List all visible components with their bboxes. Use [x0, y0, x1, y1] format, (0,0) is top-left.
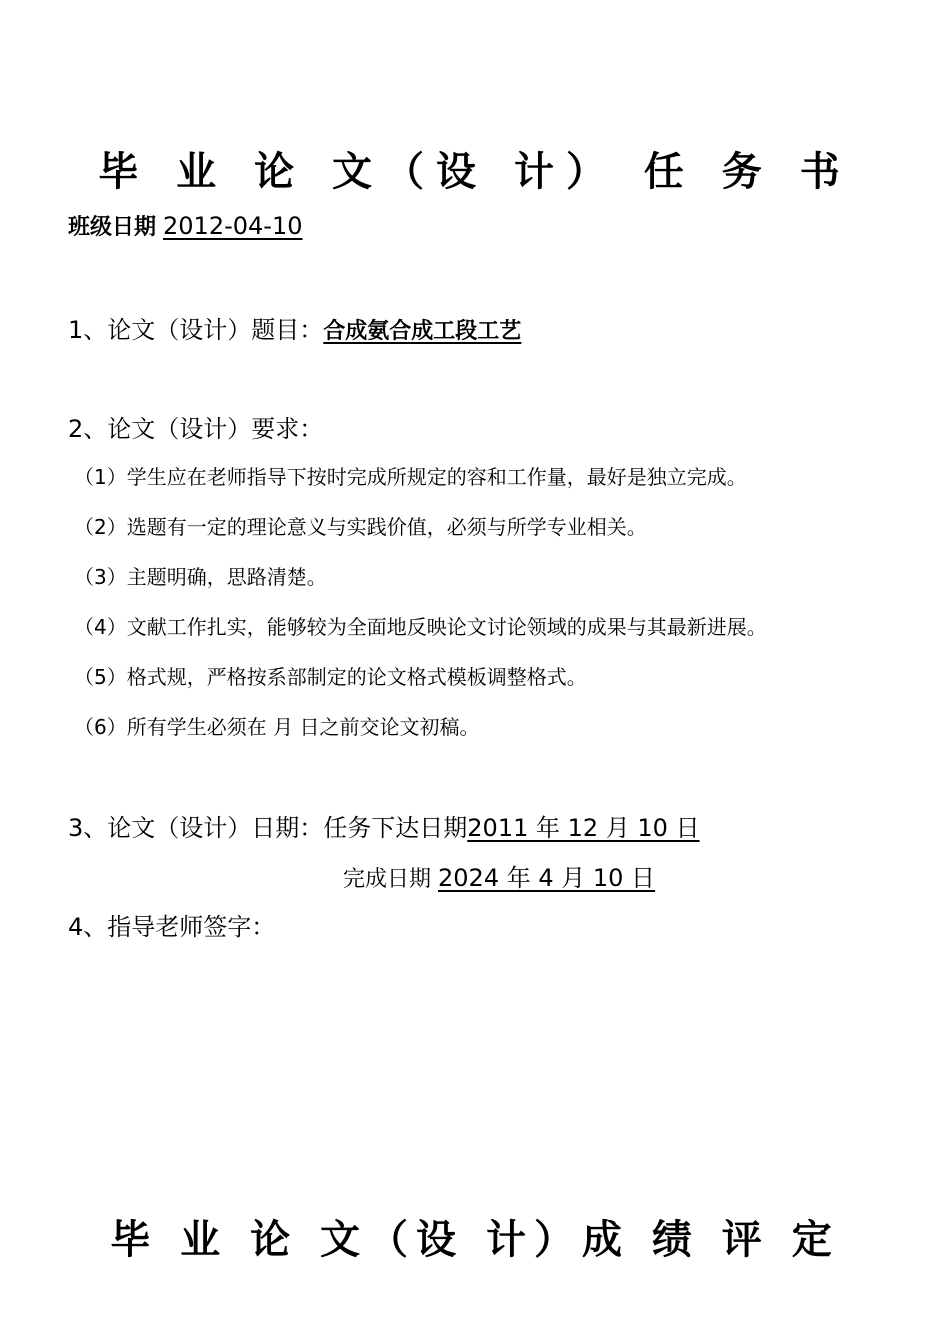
requirement-item-4: （4）文献工作扎实，能够较为全面地反映论文讨论领域的成果与其最新进展。 [74, 615, 767, 639]
thesis-dates-label: 3、论文（设计）日期： [68, 814, 324, 842]
thesis-topic-value: 合成氨合成工段工艺 [323, 319, 522, 344]
requirement-item-2: （2）选题有一定的理论意义与实践价值，必须与所学专业相关。 [74, 515, 647, 539]
thesis-dates-line [68, 808, 700, 843]
class-date-line [68, 210, 303, 241]
finish-date-value: 2024 年 4 月 10 日 [438, 864, 656, 892]
requirement-item-6: （6）所有学生必须在 月 日之前交论文初稿。 [74, 715, 480, 739]
grade-evaluation-title: 毕 业 论 文（设 计）成 绩 评 定 [110, 1217, 840, 1263]
class-date-value: 2012-04-10 [163, 212, 303, 240]
thesis-requirements-heading: 2、论文（设计）要求： [68, 415, 324, 443]
advisor-signature-label: 4、指导老师签字： [68, 913, 276, 941]
finish-date-label: 完成日期 [343, 867, 432, 892]
requirement-item-3: （3）主题明确，思路清楚。 [74, 565, 327, 589]
task-book-title: 毕 业 论 文（设 计） 任 务 书 [98, 149, 852, 195]
thesis-topic-line [68, 310, 521, 345]
thesis-topic-label: 1、论文（设计）题目： [68, 316, 324, 344]
assign-date-value: 2011 年 12 月 10 日 [467, 814, 700, 842]
class-date-label: 班级日期 [68, 215, 157, 240]
finish-date-line [343, 858, 655, 893]
requirement-item-1: （1）学生应在老师指导下按时完成所规定的容和工作量，最好是独立完成。 [74, 465, 747, 489]
assign-date-label: 任务下达日期 [323, 814, 468, 842]
requirement-item-5: （5）格式规，严格按系部制定的论文格式模板调整格式。 [74, 665, 587, 689]
